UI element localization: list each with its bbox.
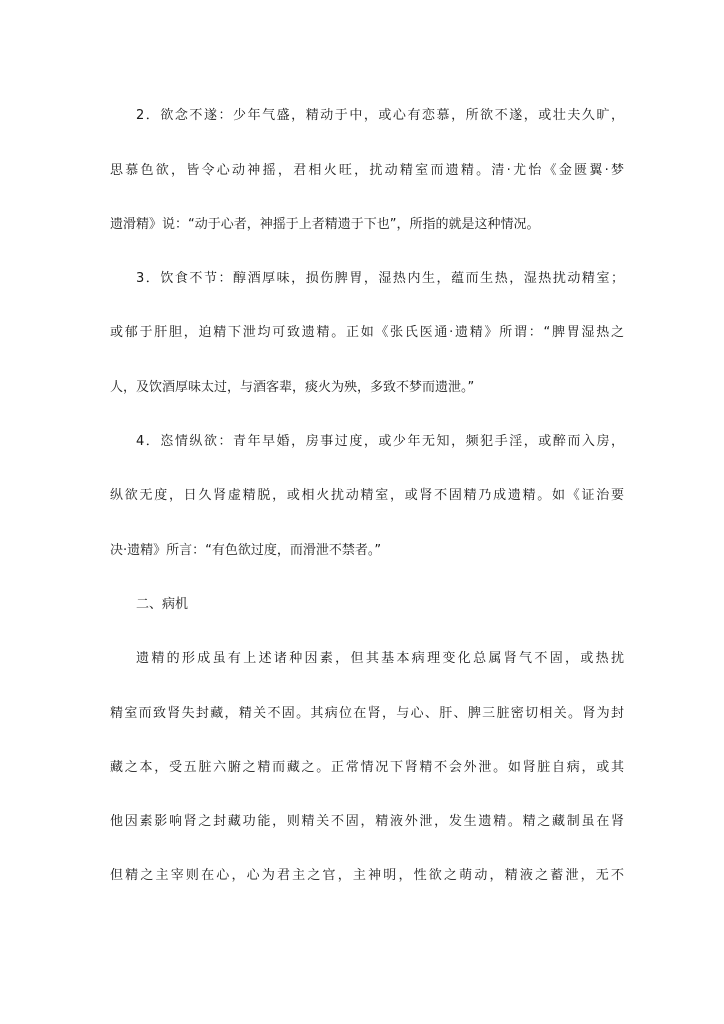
text-line: 或郁于肝胆，迫精下泄均可致遗精。正如《张氏医通·遗精》所谓：“脾胃湿热之	[110, 325, 624, 340]
section-heading: 二、病机	[136, 597, 189, 612]
text-line: 他因素影响肾之封藏功能，则精关不固，精液外泄，发生遗精。精之藏制虽在肾	[110, 814, 624, 829]
text-line: 藏之本，受五脏六腑之精而藏之。正常情况下肾精不会外泄。如肾脏自病，或其	[110, 760, 624, 775]
text-line: 遗精的形成虽有上述诸种因素，但其基本病理变化总属肾气不固，或热扰	[136, 651, 624, 666]
text-line: 人，及饮酒厚味太过，与酒客辈，痰火为殃，多致不梦而遗泄。”	[110, 380, 475, 395]
text-line: 但精之主宰则在心，心为君主之官，主神明，性欲之萌动，精液之蓄泄，无不	[110, 868, 624, 883]
text-line: 2．欲念不遂：少年气盛，精动于中，或心有恋慕，所欲不遂，或壮夫久旷，	[136, 108, 624, 123]
text-line: 3．饮食不节：醇酒厚味，损伤脾胃，湿热内生，蕴而生热，湿热扰动精室；	[136, 271, 624, 286]
text-line: 思慕色欲，皆令心动神摇，君相火旺，扰动精室而遗精。清·尤怡《金匮翼·梦	[110, 163, 624, 178]
text-line: 决·遗精》所言：“有色欲过度，而滑泄不禁者。”	[110, 543, 382, 558]
text-line: 精室而致肾失封藏，精关不固。其病位在肾，与心、肝、脾三脏密切相关。肾为封	[110, 706, 624, 721]
text-line: 4．恣情纵欲：青年早婚，房事过度，或少年无知，频犯手淫，或醉而入房，	[136, 434, 624, 449]
text-line: 遗滑精》说：“动于心者，神摇于上者精遗于下也”，所指的就是这种情况。	[110, 217, 540, 232]
text-line: 纵欲无度，日久肾虚精脱，或相火扰动精室，或肾不固精乃成遗精。如《证治要	[110, 488, 624, 503]
